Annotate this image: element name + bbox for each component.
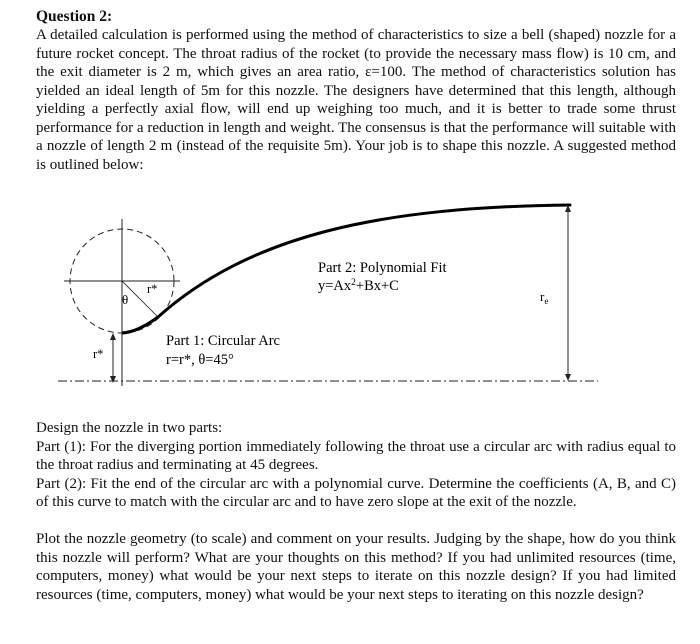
design-lead: Design the nozzle in two parts: <box>36 420 223 436</box>
part1-title: Part 1: Circular Arc <box>166 333 280 349</box>
throat-radius-label: r* <box>93 347 104 361</box>
throat-radius-arrow-bottom <box>110 376 116 383</box>
intro-text: A detailed calculation is performed using the method of characteristics to size a bell (shaped) nozzle for a future rocket concept. The throat radius of the rocket (to provide the necessary mass flow) is 10 cm, and the exit diameter is 2 m, which gives an area ratio, ε=100. The method of characteristics solution has yielded an ideal length of 5m for this nozzle. The designers have determined that this length, although yielding a perfectly axial flow, will end up weighing too much, and it is better to trade some thrust performance for a reduction in length and weight. The consensus is that the performance will suitable with a nozzle of length 2 m (instead of the requisite 5m). Your job is to shape this nozzle. A suggested method is outlined below: <box>36 27 676 173</box>
circular-arc-contour <box>122 317 158 333</box>
design-part2: Part (2): Fit the end of the circular arc with a polynomial curve. Determine the coefficients (A, B, and C) of this curve to match with the circular arc and to have zero slope at the exit of the nozzle. <box>36 475 676 510</box>
closing-text: Plot the nozzle geometry (to scale) and comment on your results. Judging by the shape, how do you think this nozzle will perform? What are your thoughts on this method? If you had unlimited resources (time, computers, money) what would be your next steps to iterate on this nozzle design? If you had limited resources (time, computers, money) what would be your next steps to iterating on this nozzle design? <box>36 531 676 603</box>
nozzle-diagram <box>0 195 700 410</box>
exit-radius-arrow-bottom <box>565 374 571 381</box>
exit-radius-label: $r_e$ <box>540 289 549 306</box>
arc-radius-label: r* <box>147 282 158 296</box>
closing-section <box>36 530 676 604</box>
nozzle-diagram-svg <box>0 195 700 410</box>
design-part1: Part (1): For the diverging portion immediately following the throat use a circular arc with radius equal to the throat radius and terminating at 45 degrees. <box>36 438 676 473</box>
part2-equation: $y=Ax^2+Bx+C$ <box>318 278 399 294</box>
intro-paragraph <box>36 26 676 174</box>
part2-title: Part 2: Polynomial Fit <box>318 260 447 276</box>
design-section <box>36 419 676 512</box>
throat-radius-arrow-top <box>110 333 116 340</box>
part1-params: r=r*, θ=45° <box>166 352 234 368</box>
theta-label: θ <box>122 292 129 307</box>
question-title: Question 2: <box>36 8 113 25</box>
